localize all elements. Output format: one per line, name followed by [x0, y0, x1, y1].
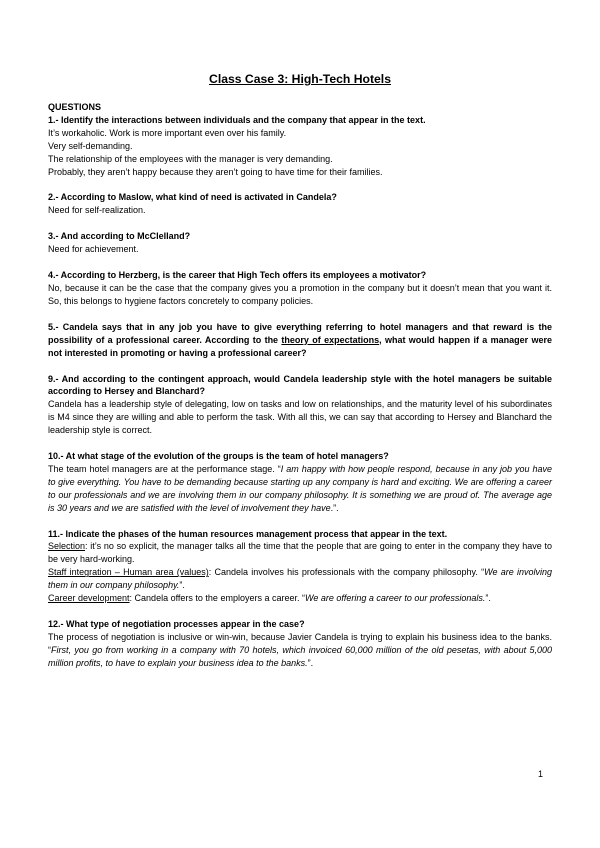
question-10: 10.- At what stage of the evolution of the groups is the team of hotel managers? [48, 451, 389, 462]
document-title: Class Case 3: High-Tech Hotels [209, 72, 391, 86]
phase-tail: ”. [179, 580, 185, 591]
phase-item [48, 566, 552, 592]
theory-of-expectations-link: theory of expectations [281, 334, 380, 345]
answer-12-end: ”. [307, 657, 314, 668]
answer-10-quote: I am happy with how people respond, because in any job you have to give everything. You have to be demanding because starting up any company is hard and exciting. We are offering a career to our professionals and we are involving them in our company philosophy. It is something we are proud of. The average age is 30 years and we are satisfied with the level of involvement they have [48, 463, 552, 513]
answer-1-line: Very self-demanding. [48, 140, 133, 151]
answer-3: Need for achievement. [48, 244, 139, 255]
question-5-end: , what would happen if a manager were not interested in promoting or having a professional career? [48, 334, 552, 358]
phase-item [48, 592, 552, 605]
question-2: 2.- According to Maslow, what kind of need is activated in Candela? [48, 192, 337, 203]
question-4: 4.- According to Herzberg, is the career that High Tech offers its employees a motivator? [48, 270, 427, 281]
phase-item [48, 540, 552, 566]
answer-10 [48, 463, 552, 515]
question-3: 3.- And according to McClelland? [48, 231, 191, 242]
question-9: 9.- And according to the contingent approach, would Candela leadership style with the hotel managers be suitable according to Hersey and Blanchard? [48, 373, 552, 397]
answer-12-quote: First, you go from working in a company with 70 hotels, which invoiced 60,000 million of the old pesetas, with about 5,000 million profits, to have to explain your business idea to the banks. [48, 644, 552, 668]
answer-12-start: The process of negotiation is inclusive or win-win, because Javier Candela is trying to explain his business idea to the banks. “ [48, 631, 552, 655]
question-12: 12.- What type of negotiation processes appear in the case? [48, 619, 305, 629]
question-1: 1.- Identify the interactions between individuals and the company that appear in the text. [48, 114, 426, 125]
phase-label-staff-integration: Staff integration – Human area (values) [48, 567, 209, 578]
document-body [48, 101, 552, 670]
phase-tail: ”. [485, 593, 491, 604]
page-number: 1 [538, 769, 544, 779]
phase-quote: We are offering a career to our professionals. [304, 593, 486, 604]
answer-9: Candela has a leadership style of delegating, low on tasks and low on relationships, and the maturity level of his subordinates is M4 since they are willing and able to perform the task. With all this, we can say that according to Hersey and Blanchard the leadership style is correct. [48, 399, 552, 436]
phase-text: : Candela offers to the employers a career. “ [129, 593, 305, 604]
answer-10-end: .”. [330, 502, 339, 513]
answer-10-start: The team hotel managers are at the performance stage. “ [48, 463, 281, 474]
question-5 [48, 321, 552, 360]
answer-1-line: The relationship of the employees with the manager is very demanding. [48, 153, 333, 164]
answer-12 [48, 631, 552, 670]
answer-1-line: It’s workaholic. Work is more important even over his family. [48, 127, 287, 138]
phase-label-selection: Selection [48, 541, 86, 552]
question-11: 11.- Indicate the phases of the human resources management process that appear in the text. [48, 528, 448, 539]
answer-4: No, because it can be the case that the company gives you a promotion in the company but it doesn’t mean that you want it. So, this belongs to hygiene factors concretely to company policies. [48, 282, 552, 306]
question-5-start: 5.- Candela says that in any job you have to give everything referring to hotel managers and that reward is the possibility of a professional career. According to the [48, 321, 552, 345]
answer-1-line: Probably, they aren’t happy because they aren’t going to have time for their families. [48, 166, 383, 177]
questions-heading: QUESTIONS [48, 102, 102, 112]
answer-2: Need for self-realization. [48, 205, 146, 216]
phase-quote: We are involving them in our company philosophy. [48, 567, 553, 591]
phase-text: : it’s no so explicit, the manager talks all the time that the people that are going to enter in the company they have to be very hard-working. [48, 541, 552, 565]
phase-label-career-development: Career development [48, 593, 130, 604]
phase-text: : Candela involves his professionals with the company philosophy. “ [208, 567, 485, 578]
